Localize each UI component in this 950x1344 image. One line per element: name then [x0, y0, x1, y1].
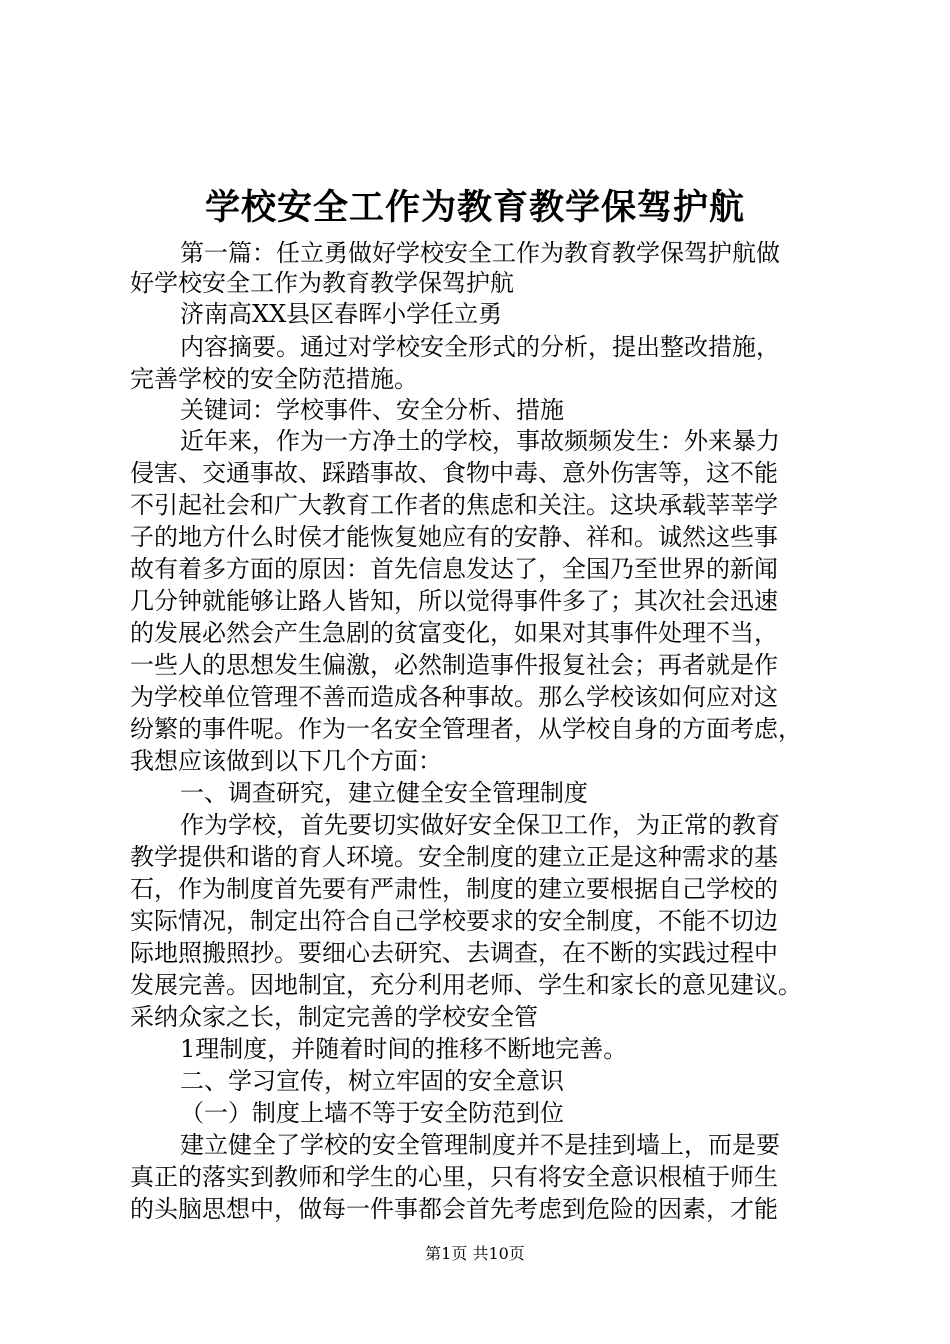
paragraph-line: 建立健全了学校的安全管理制度并不是挂到墙上，而是要	[180, 1131, 780, 1159]
page-footer: 第1页 共10页	[425, 1244, 525, 1263]
keywords-line: 关键词：学校事件、安全分析、措施	[180, 396, 564, 424]
paragraph-line: 教学提供和谐的育人环境。安全制度的建立正是这种需求的基	[130, 843, 778, 871]
paragraph-line: 真正的落实到教师和学生的心里，只有将安全意识根植于师生	[130, 1163, 778, 1191]
paragraph-line: 故有着多方面的原因：首先信息发达了，全国乃至世界的新闻	[130, 555, 778, 583]
paragraph-line: 作为学校，首先要切实做好安全保卫工作，为正常的教育	[180, 811, 780, 839]
subsection-heading: （一）制度上墙不等于安全防范到位	[180, 1099, 564, 1127]
abstract-line: 内容摘要。通过对学校安全形式的分析，提出整改措施，	[180, 333, 780, 361]
paragraph-line: 采纳众家之长，制定完善的学校安全管	[130, 1003, 538, 1031]
paragraph-line: 近年来，作为一方净土的学校，事故频频发生：外来暴力	[180, 427, 780, 455]
section-heading: 二、学习宣传，树立牢固的安全意识	[180, 1067, 564, 1095]
paragraph-line: 发展完善。因地制宜，充分利用老师、学生和家长的意见建议。	[130, 971, 802, 999]
author-line: 济南高XX县区春晖小学任立勇	[180, 300, 503, 328]
paragraph-line: 我想应该做到以下几个方面：	[130, 747, 442, 775]
paragraph-line: 实际情况，制定出符合自己学校要求的安全制度，不能不切边	[130, 907, 778, 935]
paragraph-line: 侵害、交通事故、踩踏事故、食物中毒、意外伤害等，这不能	[130, 459, 778, 487]
paragraph-line: 一些人的思想发生偏激，必然制造事件报复社会；再者就是作	[130, 651, 778, 679]
paragraph-line: 纷繁的事件呢。作为一名安全管理者，从学校自身的方面考虑，	[130, 715, 802, 743]
paragraph-line: 子的地方什么时侯才能恢复她应有的安静、祥和。诚然这些事	[130, 523, 778, 551]
abstract-line: 完善学校的安全防范措施。	[130, 365, 418, 393]
section-heading: 一、调查研究，建立健全安全管理制度	[180, 779, 588, 807]
paragraph-line: 石，作为制度首先要有严肃性，制度的建立要根据自己学校的	[130, 875, 778, 903]
paragraph-line: 际地照搬照抄。要细心去研究、去调查，在不断的实践过程中	[130, 939, 778, 967]
paragraph-line: 第一篇：任立勇做好学校安全工作为教育教学保驾护航做	[180, 239, 780, 267]
document-title: 学校安全工作为教育教学保驾护航	[204, 187, 745, 228]
paragraph-line: 的发展必然会产生急剧的贫富变化，如果对其事件处理不当，	[130, 619, 778, 647]
paragraph-line: 好学校安全工作为教育教学保驾护航	[130, 269, 514, 297]
paragraph-line: 1理制度，并随着时间的推移不断地完善。	[180, 1035, 628, 1063]
paragraph-line: 不引起社会和广大教育工作者的焦虑和关注。这块承载莘莘学	[130, 491, 778, 519]
paragraph-line: 为学校单位管理不善而造成各种事故。那么学校该如何应对这	[130, 683, 778, 711]
paragraph-line: 几分钟就能够让路人皆知，所以觉得事件多了；其次社会迅速	[130, 587, 778, 615]
paragraph-line: 的头脑思想中，做每一件事都会首先考虑到危险的因素，才能	[130, 1195, 778, 1223]
